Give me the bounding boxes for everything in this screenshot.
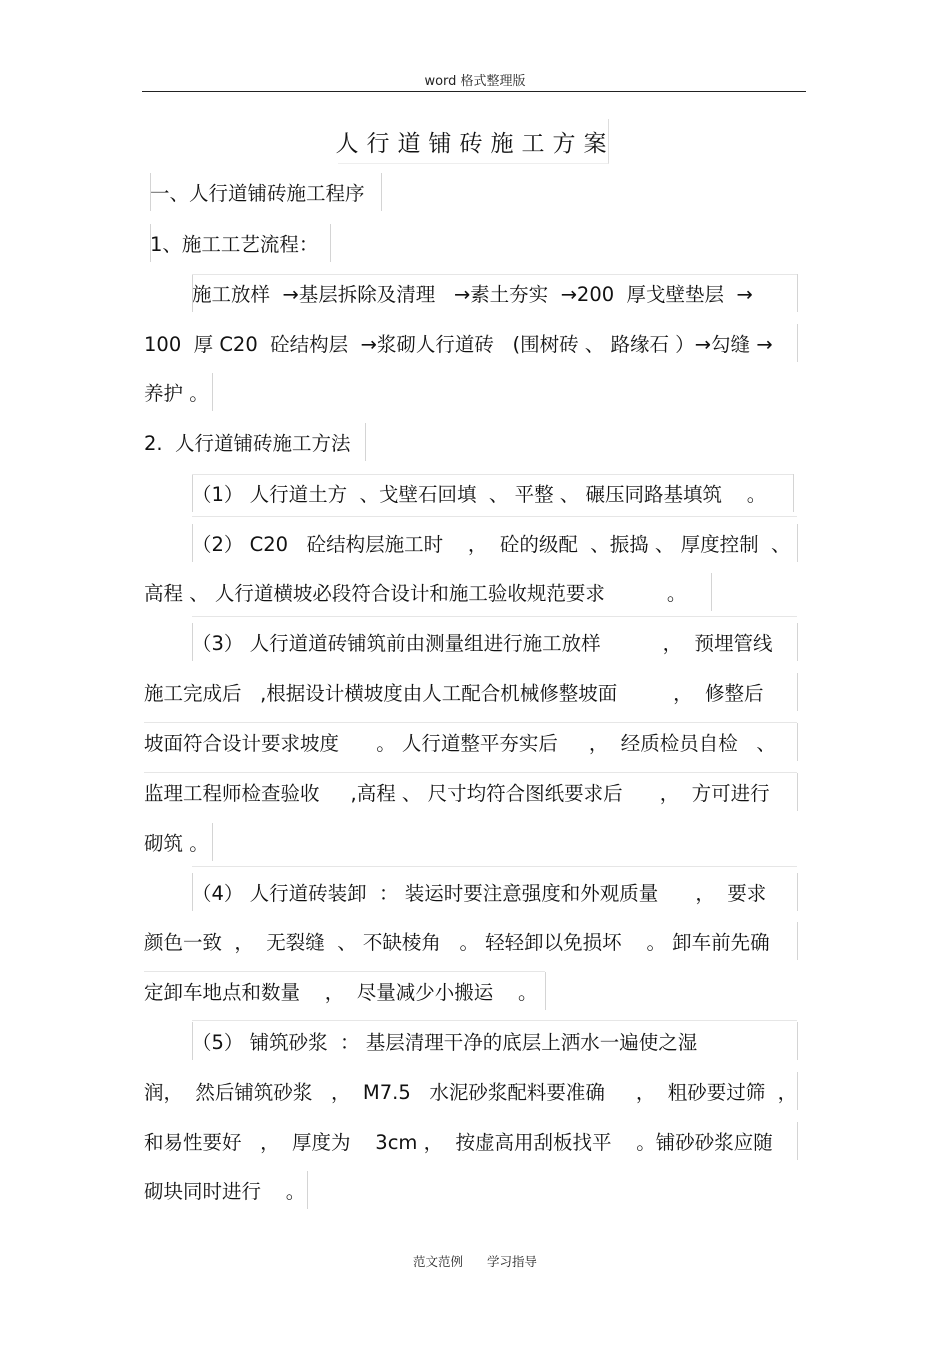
frame-line: [545, 972, 546, 1010]
frame-line: [797, 723, 798, 761]
page-footer: [0, 1252, 950, 1270]
text-line: （4） 人行道砖装卸 ： 装运时要注意强度和外观质量 ， 要求: [192, 882, 767, 905]
frame-line: [192, 474, 193, 512]
frame-line: [797, 673, 798, 711]
frame-line: [797, 623, 798, 661]
frame-line: [192, 1020, 797, 1021]
frame-line: [793, 474, 794, 512]
frame-line: [192, 274, 193, 312]
frame-line: [307, 1171, 308, 1209]
text-line: （1） 人行道土方 、戈壁石回填 、 平整 、 碾压同路基填筑 。: [192, 483, 767, 506]
text-line: 1、施工工艺流程：: [150, 233, 319, 256]
frame-line: [212, 823, 213, 861]
frame-line: [797, 922, 798, 960]
frame-line: [150, 224, 151, 262]
text-line: （2） C20 砼结构层施工时 ， 砼的级配 、振捣 、 厚度控制 、: [192, 533, 791, 556]
text-line: 监理工程师检查验收 ,高程 、 尺寸均符合图纸要求后 ， 方可进行: [144, 782, 770, 805]
frame-line: [797, 873, 798, 911]
frame-line: [150, 173, 151, 211]
frame-line: [381, 173, 382, 211]
text-line: （3） 人行道道砖铺筑前由测量组进行施工放样 ， 预埋管线: [192, 632, 773, 655]
footer-right: 学习指导: [486, 1254, 537, 1269]
text-line: 砌筑 。: [144, 832, 209, 855]
frame-line: [192, 623, 193, 661]
frame-line: [212, 373, 213, 411]
document-title: 人行道铺砖施工方案: [335, 131, 615, 157]
frame-line: [192, 1022, 193, 1060]
text-line: 高程 、 人行道横坡必段符合设计和施工验收规范要求 。: [144, 582, 687, 605]
frame-line: [192, 474, 793, 475]
text-line: 一、人行道铺砖施工程序: [150, 182, 365, 205]
frame-line: [797, 1122, 798, 1160]
frame-line: [797, 274, 798, 312]
page-header: word 格式整理版: [424, 74, 526, 89]
frame-line: [797, 773, 798, 811]
text-line: 坡面符合设计要求坡度 。 人行道整平夯实后 ， 经质检员自检 、: [144, 732, 776, 755]
text-line: 养护 。: [144, 382, 209, 405]
text-line: 砌块同时进行 。: [144, 1180, 306, 1203]
text-line: 和易性要好 ， 厚度为 3cm ， 按虚高用刮板找平 。铺砂砂浆应随: [144, 1131, 773, 1154]
frame-line: [711, 573, 712, 611]
frame-line: [365, 423, 366, 461]
frame-line: [192, 524, 193, 562]
frame-line: [797, 1022, 798, 1060]
footer-left: 范文范例: [412, 1254, 463, 1269]
frame-line: [797, 524, 798, 562]
text-line: 100 厚 C20 砼结构层 →浆砌人行道砖 (围树砖 、 路缘石 ）→勾缝 →: [144, 333, 773, 356]
text-line: 颜色一致 ， 无裂缝 、 不缺棱角 。 轻轻卸以免损坏 。 卸车前先确: [144, 931, 770, 954]
frame-line: [330, 224, 331, 262]
header-rule: [142, 91, 806, 92]
text-line: 施工完成后 ,根据设计横坡度由人工配合机械修整坡面 ， 修整后: [144, 682, 764, 705]
frame-line: [192, 616, 797, 617]
text-line: 润， 然后铺筑砂浆 ， M7.5 水泥砂浆配料要准确 ， 粗砂要过筛 ，: [144, 1081, 798, 1104]
frame-line: [144, 772, 797, 773]
text-line: 定卸车地点和数量 ， 尽量减少小搬运 。: [144, 981, 538, 1004]
text-line: 施工放样 →基层拆除及清理 →素土夯实 →200 厚戈壁垫层 →: [192, 283, 753, 306]
frame-line: [797, 1072, 798, 1110]
frame-line: [192, 516, 797, 517]
text-line: 2. 人行道铺砖施工方法: [144, 432, 351, 455]
frame-line: [192, 274, 797, 275]
frame-line: [144, 971, 545, 972]
frame-line: [192, 873, 193, 911]
text-line: （5） 铺筑砂浆 ： 基层清理干净的底层上洒水一遍使之湿: [192, 1031, 698, 1054]
frame-line: [192, 866, 797, 867]
frame-line: [144, 722, 797, 723]
frame-line: [797, 324, 798, 362]
